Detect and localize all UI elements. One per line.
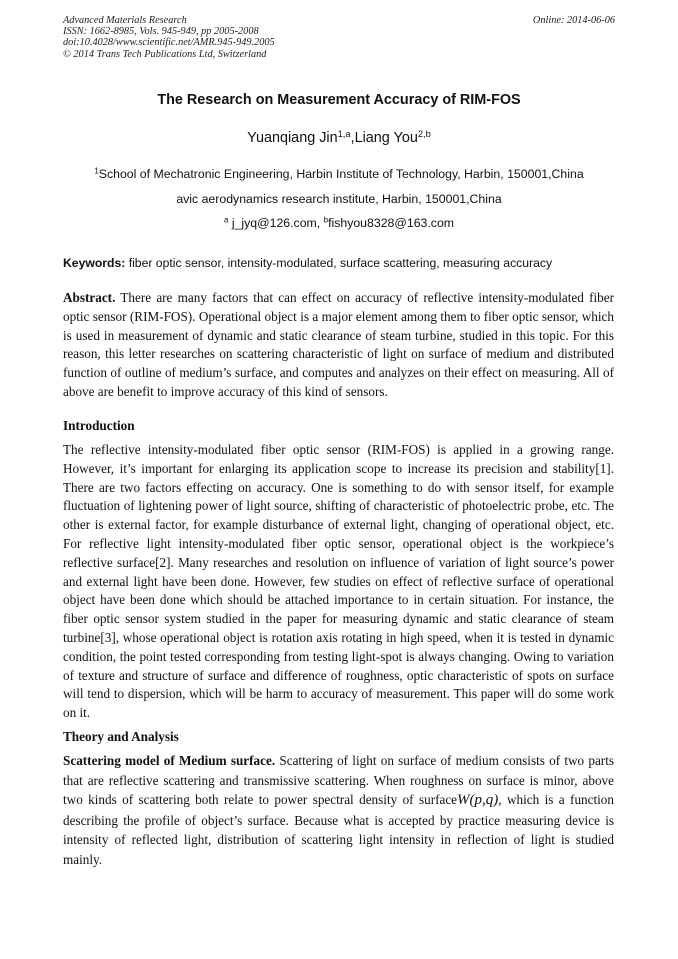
email-b: fishyou8328@163.com bbox=[328, 216, 455, 230]
section-heading-introduction: Introduction bbox=[63, 418, 135, 433]
author-separator: , bbox=[350, 130, 355, 146]
doi-line: doi:10.4028/www.scientific.net/AMR.945-949.2005 bbox=[63, 37, 275, 49]
author-name: Yuanqiang Jin bbox=[247, 130, 338, 146]
affiliation-2: avic aerodynamics research institute, Harbin, 150001,China bbox=[176, 192, 502, 206]
copyright-line: © 2014 Trans Tech Publications Ltd, Switzerland bbox=[63, 48, 267, 60]
abstract-label: Abstract. bbox=[63, 290, 116, 305]
paper-title: The Research on Measurement Accuracy of RIM-FOS bbox=[157, 92, 521, 108]
email-line bbox=[0, 216, 678, 230]
subsection-label: Scattering model of Medium surface. bbox=[63, 753, 276, 768]
keywords-line bbox=[63, 256, 623, 270]
theory-paragraph bbox=[63, 751, 614, 869]
keywords-label: Keywords: bbox=[63, 256, 126, 270]
section-heading-theory: Theory and Analysis bbox=[63, 729, 179, 744]
keywords-text: fiber optic sensor, intensity-modulated, surface scattering, measuring accuracy bbox=[125, 256, 553, 270]
author-superscript: 2,b bbox=[417, 128, 431, 139]
email-superscript: a bbox=[223, 215, 229, 225]
email-a: j_jyq@126.com, bbox=[228, 216, 324, 230]
introduction-paragraph: The reflective intensity-modulated fiber optic sensor (RIM-FOS) is applied in a growing range. However, it’s important for enlarging its application scope to increase its precision and stability[1]. There are two factors effecting on accuracy. One is something to do with sensor itself, for example fluctuation of lightening power of light source, shifting of characteristic of photoelectric probe, etc. The other is external factor, for example disturbance of external light, changing of operational object, etc. For reflective light intensity-modulated fiber optic sensor, operational object is the workpiece’s reflective surface[2]. Many researches and resolution on influence of variation of light source’s power and external light have been done. However, few studies on effect of reflective surface of operational object have been done which should be attached importance to in certain situation. For instance, the fiber optic sensor system studied in the paper for measuring dynamic and static clearance of steam turbine[3], whose operational object is rotation axis rotating in high speed, when it is tested in dynamic condition, the point tested corresponding from testing light-spot is always changing. Owing to variation of texture and structure of surface and difference of roughness, optic characteristic of spots on surface will tend to dispersion, which will be harm to accuracy of measurement. This paper will do some work on it. bbox=[63, 442, 614, 721]
online-date: Online: 2014-06-06 bbox=[532, 15, 615, 26]
math-expression: W(p,q) bbox=[457, 792, 499, 808]
affiliation-superscript: 1 bbox=[94, 166, 99, 176]
author-name: Liang You bbox=[354, 130, 418, 146]
affiliation-text: School of Mechatronic Engineering, Harbin Institute of Technology, Harbin, 150001,China bbox=[98, 167, 584, 181]
author-line bbox=[0, 130, 678, 146]
email-superscript: b bbox=[323, 215, 329, 225]
journal-name: Advanced Materials Research bbox=[63, 15, 187, 26]
issn-line: ISSN: 1662-8985, Vols. 945-949, pp 2005-2008 bbox=[63, 26, 259, 38]
abstract-text: There are many factors that can effect on accuracy of reflective intensity-modulated fiber optic sensor (RIM-FOS). Operational object is a major element among them to fiber optic sensor, which is used in measurement of dynamic and static clearance of steam turbine, studied in this topic. For this reason, this letter researches on scattering characteristic of light on surface of medium and distributed function of outline of medium’s surface, and computes and analyzes on their effect on measuring. All of above are benefit to improve accuracy of this kind of sensors. bbox=[63, 290, 614, 399]
affiliation-1 bbox=[0, 167, 678, 181]
theory-text-1: Scattering of light on surface of medium consists of two parts that are reflective scattering and transmissive scattering. When roughness on surface is minor, above two kinds of scattering both relate to power spectral density of surface bbox=[63, 753, 614, 807]
publication-info bbox=[63, 15, 615, 60]
theory-text-2: , which is a function describing the profile of object’s surface. Because what is accepted by practice measuring device is intensity of reflected light, distribution of scattering light intensity in reflection of light is studied mainly. bbox=[63, 792, 614, 867]
abstract-paragraph bbox=[63, 289, 614, 402]
author-superscript: 1,a bbox=[337, 128, 351, 139]
